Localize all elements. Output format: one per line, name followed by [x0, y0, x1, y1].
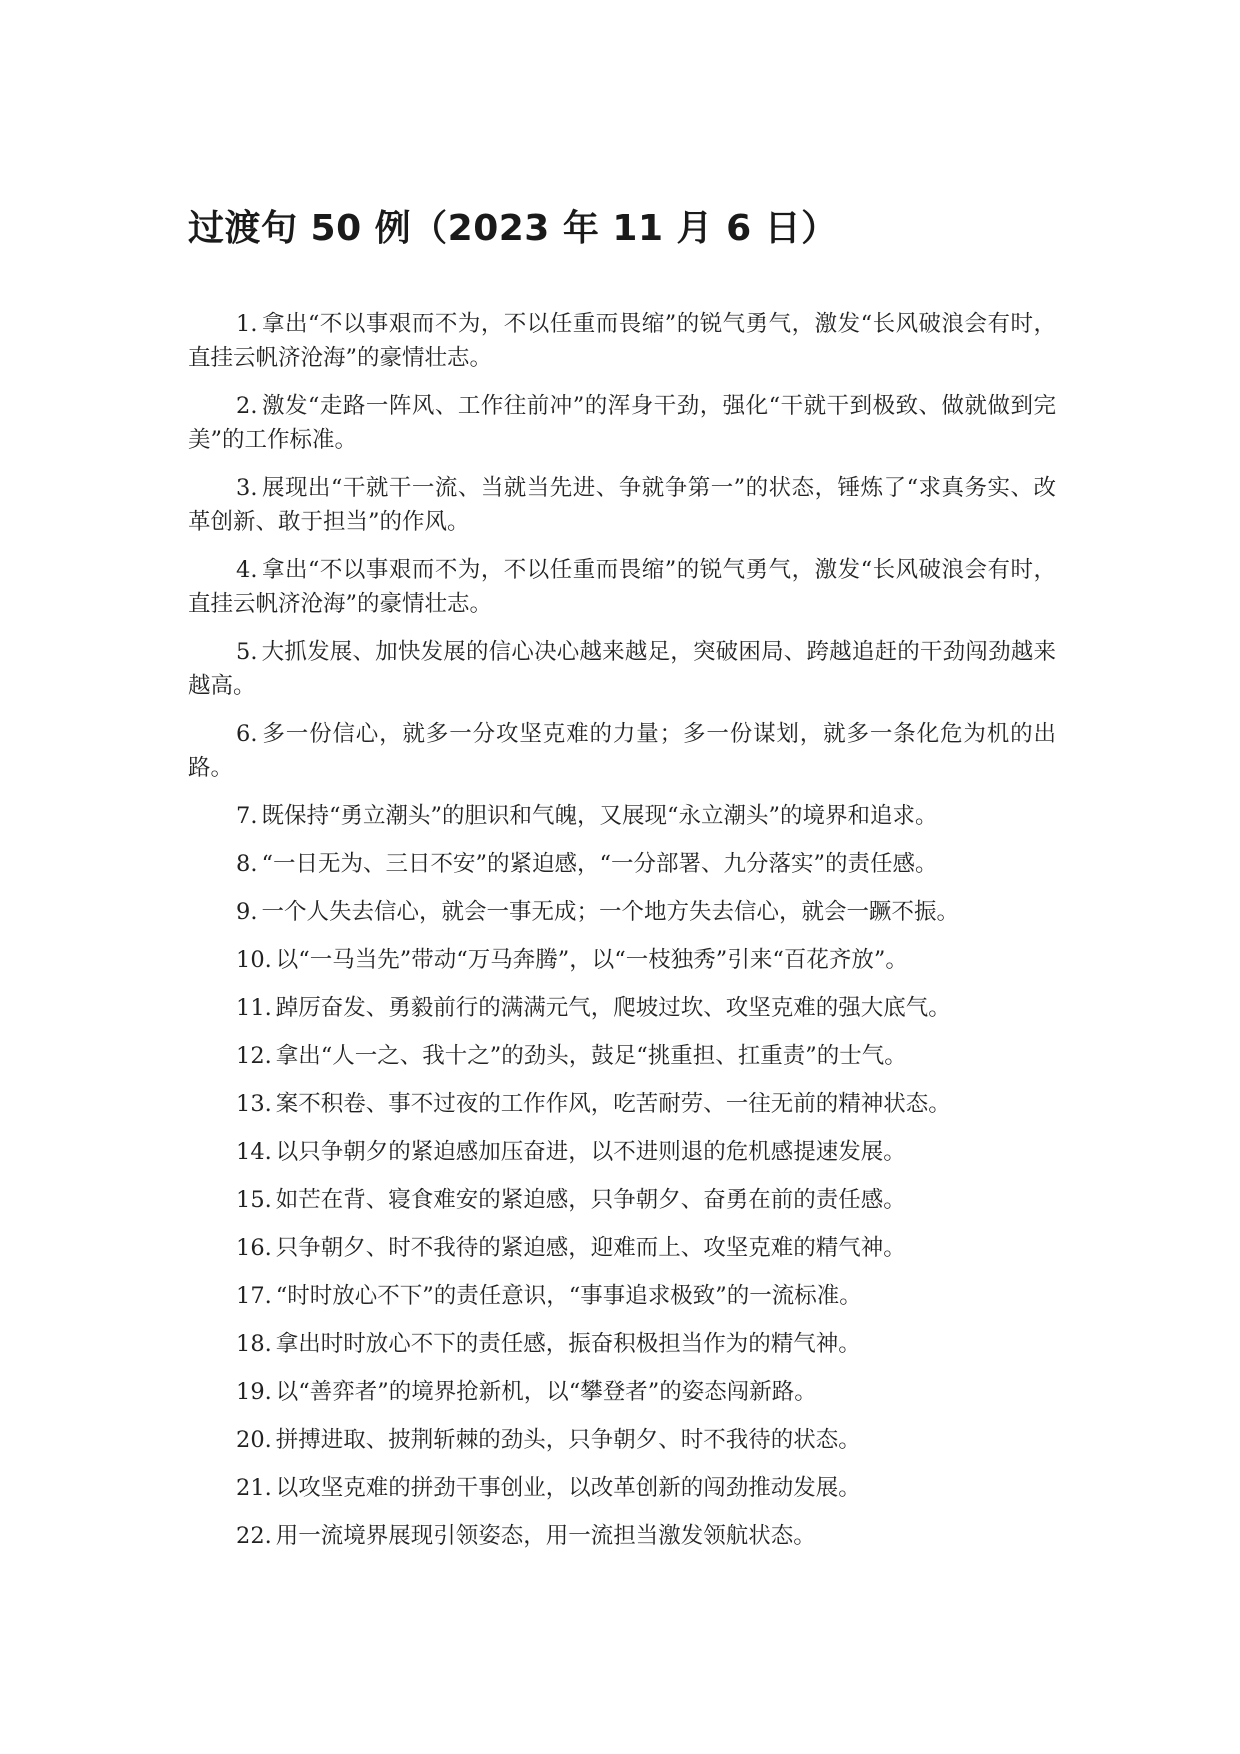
item-text: 以攻坚克难的拼劲干事创业，以改革创新的闯劲推动发展。 — [275, 1475, 861, 1501]
item-text: 只争朝夕、时不我待的紧迫感，迎难而上、攻坚克难的精气神。 — [275, 1235, 906, 1261]
list-item — [188, 1375, 1056, 1409]
list-item — [188, 943, 1056, 977]
list-item — [188, 1087, 1056, 1121]
sentence-list — [188, 307, 1056, 1567]
item-text: “一日无为、三日不安”的紧迫感，“一分部署、九分落实”的责任感。 — [261, 851, 938, 877]
list-item — [188, 635, 1056, 703]
list-item — [188, 1327, 1056, 1361]
item-text: 以“善弈者”的境界抢新机，以“攀登者”的姿态闯新路。 — [275, 1379, 817, 1405]
item-number: 21. — [236, 1475, 272, 1501]
list-item — [188, 991, 1056, 1025]
list-item — [188, 389, 1056, 457]
item-text: 展现出“干就干一流、当就当先进、争就争第一”的状态，锤炼了“求真务实、改革创新、敢于担当”的作风。 — [188, 475, 1056, 535]
item-number: 17. — [236, 1283, 272, 1309]
list-item — [188, 895, 1056, 929]
list-item — [188, 1231, 1056, 1265]
item-number: 18. — [236, 1331, 272, 1357]
list-item — [188, 553, 1056, 621]
item-number: 2. — [236, 393, 258, 419]
item-number: 3. — [236, 475, 258, 501]
item-number: 19. — [236, 1379, 272, 1405]
list-item — [188, 471, 1056, 539]
list-item — [188, 1279, 1056, 1313]
item-text: 一个人失去信心，就会一事无成；一个地方失去信心，就会一蹶不振。 — [261, 899, 959, 925]
item-number: 7. — [236, 803, 258, 829]
item-text: 用一流境界展现引领姿态，用一流担当激发领航状态。 — [275, 1523, 816, 1549]
item-number: 8. — [236, 851, 258, 877]
item-text: 拿出时时放心不下的责任感，振奋积极担当作为的精气神。 — [275, 1331, 861, 1357]
item-number: 6. — [236, 721, 258, 747]
item-number: 15. — [236, 1187, 272, 1213]
list-item — [188, 1423, 1056, 1457]
item-number: 1. — [236, 311, 258, 337]
list-item — [188, 847, 1056, 881]
item-number: 4. — [236, 557, 258, 583]
item-text: 激发“走路一阵风、工作往前冲”的浑身干劲，强化“干就干到极致、做就做到完美”的工作标准。 — [188, 393, 1056, 453]
list-item — [188, 717, 1056, 785]
list-item — [188, 1135, 1056, 1169]
item-text: 拿出“不以事艰而不为，不以任重而畏缩”的锐气勇气，激发“长风破浪会有时，直挂云帆济沧海”的豪情壮志。 — [188, 311, 1056, 371]
item-number: 9. — [236, 899, 258, 925]
list-item — [188, 1471, 1056, 1505]
item-number: 12. — [236, 1043, 272, 1069]
item-text: 以只争朝夕的紧迫感加压奋进，以不进则退的危机感提速发展。 — [275, 1139, 906, 1165]
item-text: 案不积卷、事不过夜的工作作风，吃苦耐劳、一往无前的精神状态。 — [275, 1091, 951, 1117]
item-text: 大抓发展、加快发展的信心决心越来越足，突破困局、跨越追赶的干劲闯劲越来越高。 — [188, 639, 1056, 699]
item-text: 多一份信心，就多一分攻坚克难的力量；多一份谋划，就多一条化危为机的出路。 — [188, 721, 1056, 781]
list-item — [188, 1183, 1056, 1217]
document-title: 过渡句 50 例（2023 年 11 月 6 日） — [188, 208, 838, 249]
item-number: 16. — [236, 1235, 272, 1261]
item-text: 拿出“人一之、我十之”的劲头，鼓足“挑重担、扛重责”的士气。 — [275, 1043, 907, 1069]
item-number: 20. — [236, 1427, 272, 1453]
item-text: 以“一马当先”带动“万马奔腾”，以“一枝独秀”引来“百花齐放”。 — [275, 947, 908, 973]
list-item — [188, 1039, 1056, 1073]
item-text: “时时放心不下”的责任意识，“事事追求极致”的一流标准。 — [275, 1283, 862, 1309]
item-text: 如芒在背、寝食难安的紧迫感，只争朝夕、奋勇在前的责任感。 — [275, 1187, 906, 1213]
list-item — [188, 799, 1056, 833]
item-number: 5. — [236, 639, 258, 665]
item-text: 拿出“不以事艰而不为，不以任重而畏缩”的锐气勇气，激发“长风破浪会有时，直挂云帆济沧海”的豪情壮志。 — [188, 557, 1056, 617]
item-number: 13. — [236, 1091, 272, 1117]
item-number: 14. — [236, 1139, 272, 1165]
item-number: 10. — [236, 947, 272, 973]
item-number: 11. — [236, 995, 272, 1021]
item-text: 踔厉奋发、勇毅前行的满满元气，爬坡过坎、攻坚克难的强大底气。 — [275, 995, 951, 1021]
item-number: 22. — [236, 1523, 272, 1549]
list-item — [188, 1519, 1056, 1553]
item-text: 既保持“勇立潮头”的胆识和气魄，又展现“永立潮头”的境界和追求。 — [261, 803, 938, 829]
item-text: 拼搏进取、披荆斩棘的劲头，只争朝夕、时不我待的状态。 — [275, 1427, 861, 1453]
list-item — [188, 307, 1056, 375]
